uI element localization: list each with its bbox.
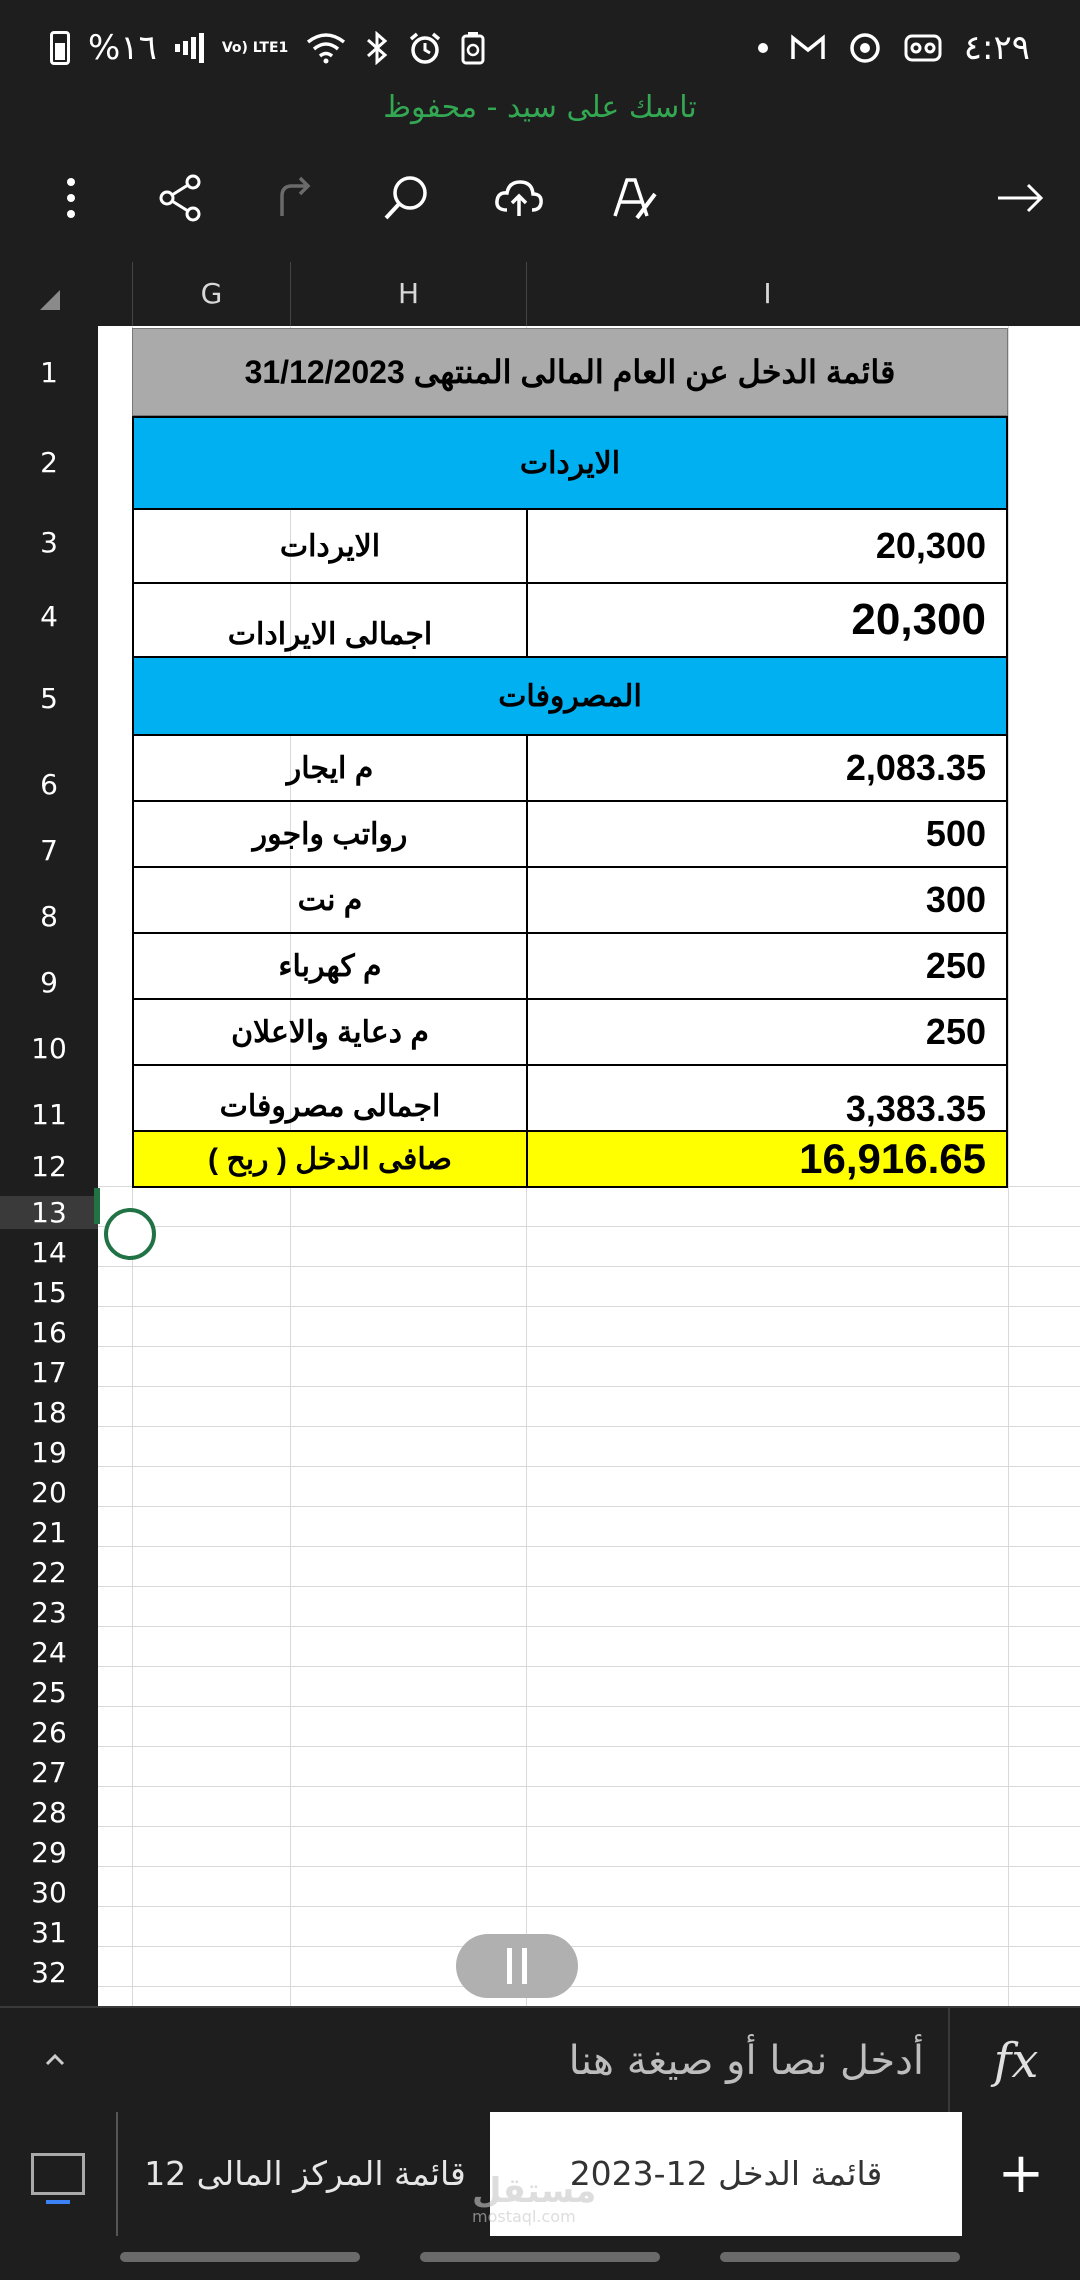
row-header-2[interactable]: 2 (40, 446, 58, 479)
row-header-6[interactable]: 6 (40, 768, 58, 801)
row-header-26[interactable]: 26 (31, 1716, 67, 1749)
clock-time: ٤:٢٩ (963, 28, 1030, 68)
row-header-9[interactable]: 9 (40, 966, 58, 999)
sync-icon (848, 31, 882, 65)
expense-value-cell[interactable]: 250 (526, 998, 1008, 1066)
search-icon[interactable] (370, 162, 442, 234)
net-income-label-cell[interactable]: صافى الدخل ( ربح ) (132, 1130, 528, 1188)
bluetooth-icon (364, 31, 390, 65)
gmail-icon (790, 34, 826, 62)
expense-label-cell[interactable]: رواتب واجور (132, 800, 528, 868)
gridline (98, 1746, 1080, 1747)
row-header-24[interactable]: 24 (31, 1636, 67, 1669)
row-header-14[interactable]: 14 (31, 1236, 67, 1269)
expense-label-cell[interactable]: م كهرباء (132, 932, 528, 1000)
row-header-12[interactable]: 12 (31, 1150, 67, 1183)
row-header-3[interactable]: 3 (40, 526, 58, 559)
row-header-31[interactable]: 31 (31, 1916, 67, 1949)
tab-balance-sheet[interactable]: قائمة المركز المالى 12 (120, 2112, 490, 2236)
scroll-handle[interactable] (456, 1934, 578, 1998)
voicemail-icon (904, 34, 942, 62)
toolbar (0, 162, 1080, 234)
cloud-upload-icon[interactable] (483, 162, 555, 234)
selection-border (94, 1188, 100, 1224)
fx-icon[interactable]: fx (993, 2033, 1039, 2089)
battery-icon (50, 31, 70, 65)
chevron-up-icon[interactable] (30, 2034, 80, 2084)
revenue-header-cell[interactable]: الايردات (132, 416, 1008, 510)
gridline (98, 1706, 1080, 1707)
revenue-total-label-cell[interactable]: اجمالى الايرادات (132, 582, 528, 658)
gridline (98, 1386, 1080, 1387)
gridline (98, 1946, 1080, 1947)
gridline (98, 1866, 1080, 1867)
row-header-25[interactable]: 25 (31, 1676, 67, 1709)
row-header-1[interactable]: 1 (40, 356, 58, 389)
column-header-h[interactable]: H (290, 262, 526, 326)
nav-indicator (120, 2252, 360, 2262)
volte-label: Vo) LTE1 (221, 40, 289, 56)
row-header-21[interactable]: 21 (31, 1516, 67, 1549)
watermark-text: مستقل (472, 2171, 597, 2211)
row-header-4[interactable]: 4 (40, 600, 58, 633)
column-header-bar (0, 262, 1080, 326)
expense-value-cell[interactable]: 250 (526, 932, 1008, 1000)
row-header-16[interactable]: 16 (31, 1316, 67, 1349)
row-header-11[interactable]: 11 (31, 1098, 67, 1131)
row-header-30[interactable]: 30 (31, 1876, 67, 1909)
row-header-18[interactable]: 18 (31, 1396, 67, 1429)
row-header-28[interactable]: 28 (31, 1796, 67, 1829)
net-income-value-cell[interactable]: 16,916.65 (526, 1130, 1008, 1188)
expenses-total-value-cell[interactable]: 3,383.35 (526, 1064, 1008, 1132)
row-header-32[interactable]: 32 (31, 1956, 67, 1989)
status-bar (0, 22, 1080, 82)
expense-value-cell[interactable]: 2,083.35 (526, 734, 1008, 802)
row-header-13[interactable]: 13 (0, 1196, 98, 1229)
gridline (98, 1346, 1080, 1347)
gridline (98, 1506, 1080, 1507)
gridline (98, 1266, 1080, 1267)
row-header-8[interactable]: 8 (40, 900, 58, 933)
row-header-27[interactable]: 27 (31, 1756, 67, 1789)
formula-input[interactable]: أدخل نصا أو صيغة هنا (110, 2008, 950, 2114)
gridline (98, 1666, 1080, 1667)
expense-label-cell[interactable]: م نت (132, 866, 528, 934)
row-header-15[interactable]: 15 (31, 1276, 67, 1309)
gridline (98, 1906, 1080, 1907)
revenue-total-value-cell[interactable]: 20,300 (526, 582, 1008, 658)
row-header-bar (0, 326, 98, 2006)
gridline (98, 1826, 1080, 1827)
row-header-29[interactable]: 29 (31, 1836, 67, 1869)
sheet-list-icon[interactable] (0, 2112, 118, 2236)
recycle-icon (460, 31, 486, 65)
gridline (98, 1546, 1080, 1547)
gridline (98, 1466, 1080, 1467)
revenue-label-cell[interactable]: الايردات (132, 508, 528, 584)
gridline (98, 1306, 1080, 1307)
row-header-19[interactable]: 19 (31, 1436, 67, 1469)
document-title[interactable]: تاسك على سيد - محفوظ (383, 90, 697, 125)
battery-percent: %١٦ (88, 28, 157, 68)
add-sheet-button[interactable]: + (997, 2141, 1045, 2206)
watermark-subtext: mostaql.com (472, 2207, 576, 2226)
notification-dot-icon (758, 43, 768, 53)
gridline (98, 1426, 1080, 1427)
nav-indicator (420, 2252, 660, 2262)
share-icon[interactable] (145, 162, 217, 234)
nav-indicator (720, 2252, 960, 2262)
row-header-20[interactable]: 20 (31, 1476, 67, 1509)
row-header-7[interactable]: 7 (40, 834, 58, 867)
column-header-g[interactable]: G (132, 262, 290, 326)
gridline (98, 1786, 1080, 1787)
gridline (98, 1986, 1080, 1987)
formula-bar (0, 2006, 1080, 2112)
expense-label-cell[interactable]: م ايجار (132, 734, 528, 802)
wifi-icon (306, 32, 346, 64)
selection-handle[interactable] (104, 1208, 156, 1260)
gridline (98, 1586, 1080, 1587)
signal-icon (175, 33, 204, 63)
watermark-logo (472, 2171, 597, 2226)
row-header-10[interactable]: 10 (31, 1032, 67, 1065)
row-header-5[interactable]: 5 (40, 682, 58, 715)
gridline (98, 1626, 1080, 1627)
system-nav-bar (0, 2236, 1080, 2280)
revenue-value-cell[interactable]: 20,300 (526, 508, 1008, 584)
draw-icon[interactable] (597, 162, 669, 234)
gridline (1008, 326, 1009, 2006)
row-header-22[interactable]: 22 (31, 1556, 67, 1589)
alarm-icon (408, 31, 442, 65)
app-header (0, 0, 1080, 262)
tab-income-statement[interactable]: قائمة الدخل 12-2023 (490, 2112, 962, 2236)
cell-grid[interactable] (98, 326, 1080, 2006)
spreadsheet-grid[interactable] (0, 262, 1080, 2006)
row-header-23[interactable]: 23 (31, 1596, 67, 1629)
gridline (98, 1226, 1080, 1227)
expense-label-cell[interactable]: م دعاية والاعلان (132, 998, 528, 1066)
expense-value-cell[interactable]: 300 (526, 866, 1008, 934)
expense-value-cell[interactable]: 500 (526, 800, 1008, 868)
select-all-corner[interactable] (0, 262, 98, 326)
expenses-header-cell[interactable]: المصروفات (132, 656, 1008, 736)
expenses-total-label-cell[interactable]: اجمالى مصروفات (132, 1064, 528, 1132)
more-vert-icon[interactable] (35, 162, 107, 234)
report-title-cell[interactable]: قائمة الدخل عن العام المالى المنتهى 31/12/2023 (132, 328, 1008, 416)
row-header-17[interactable]: 17 (31, 1356, 67, 1389)
forward-arrow-icon[interactable] (984, 162, 1056, 234)
redo-icon[interactable] (258, 162, 330, 234)
column-header-i[interactable]: I (526, 262, 1008, 326)
